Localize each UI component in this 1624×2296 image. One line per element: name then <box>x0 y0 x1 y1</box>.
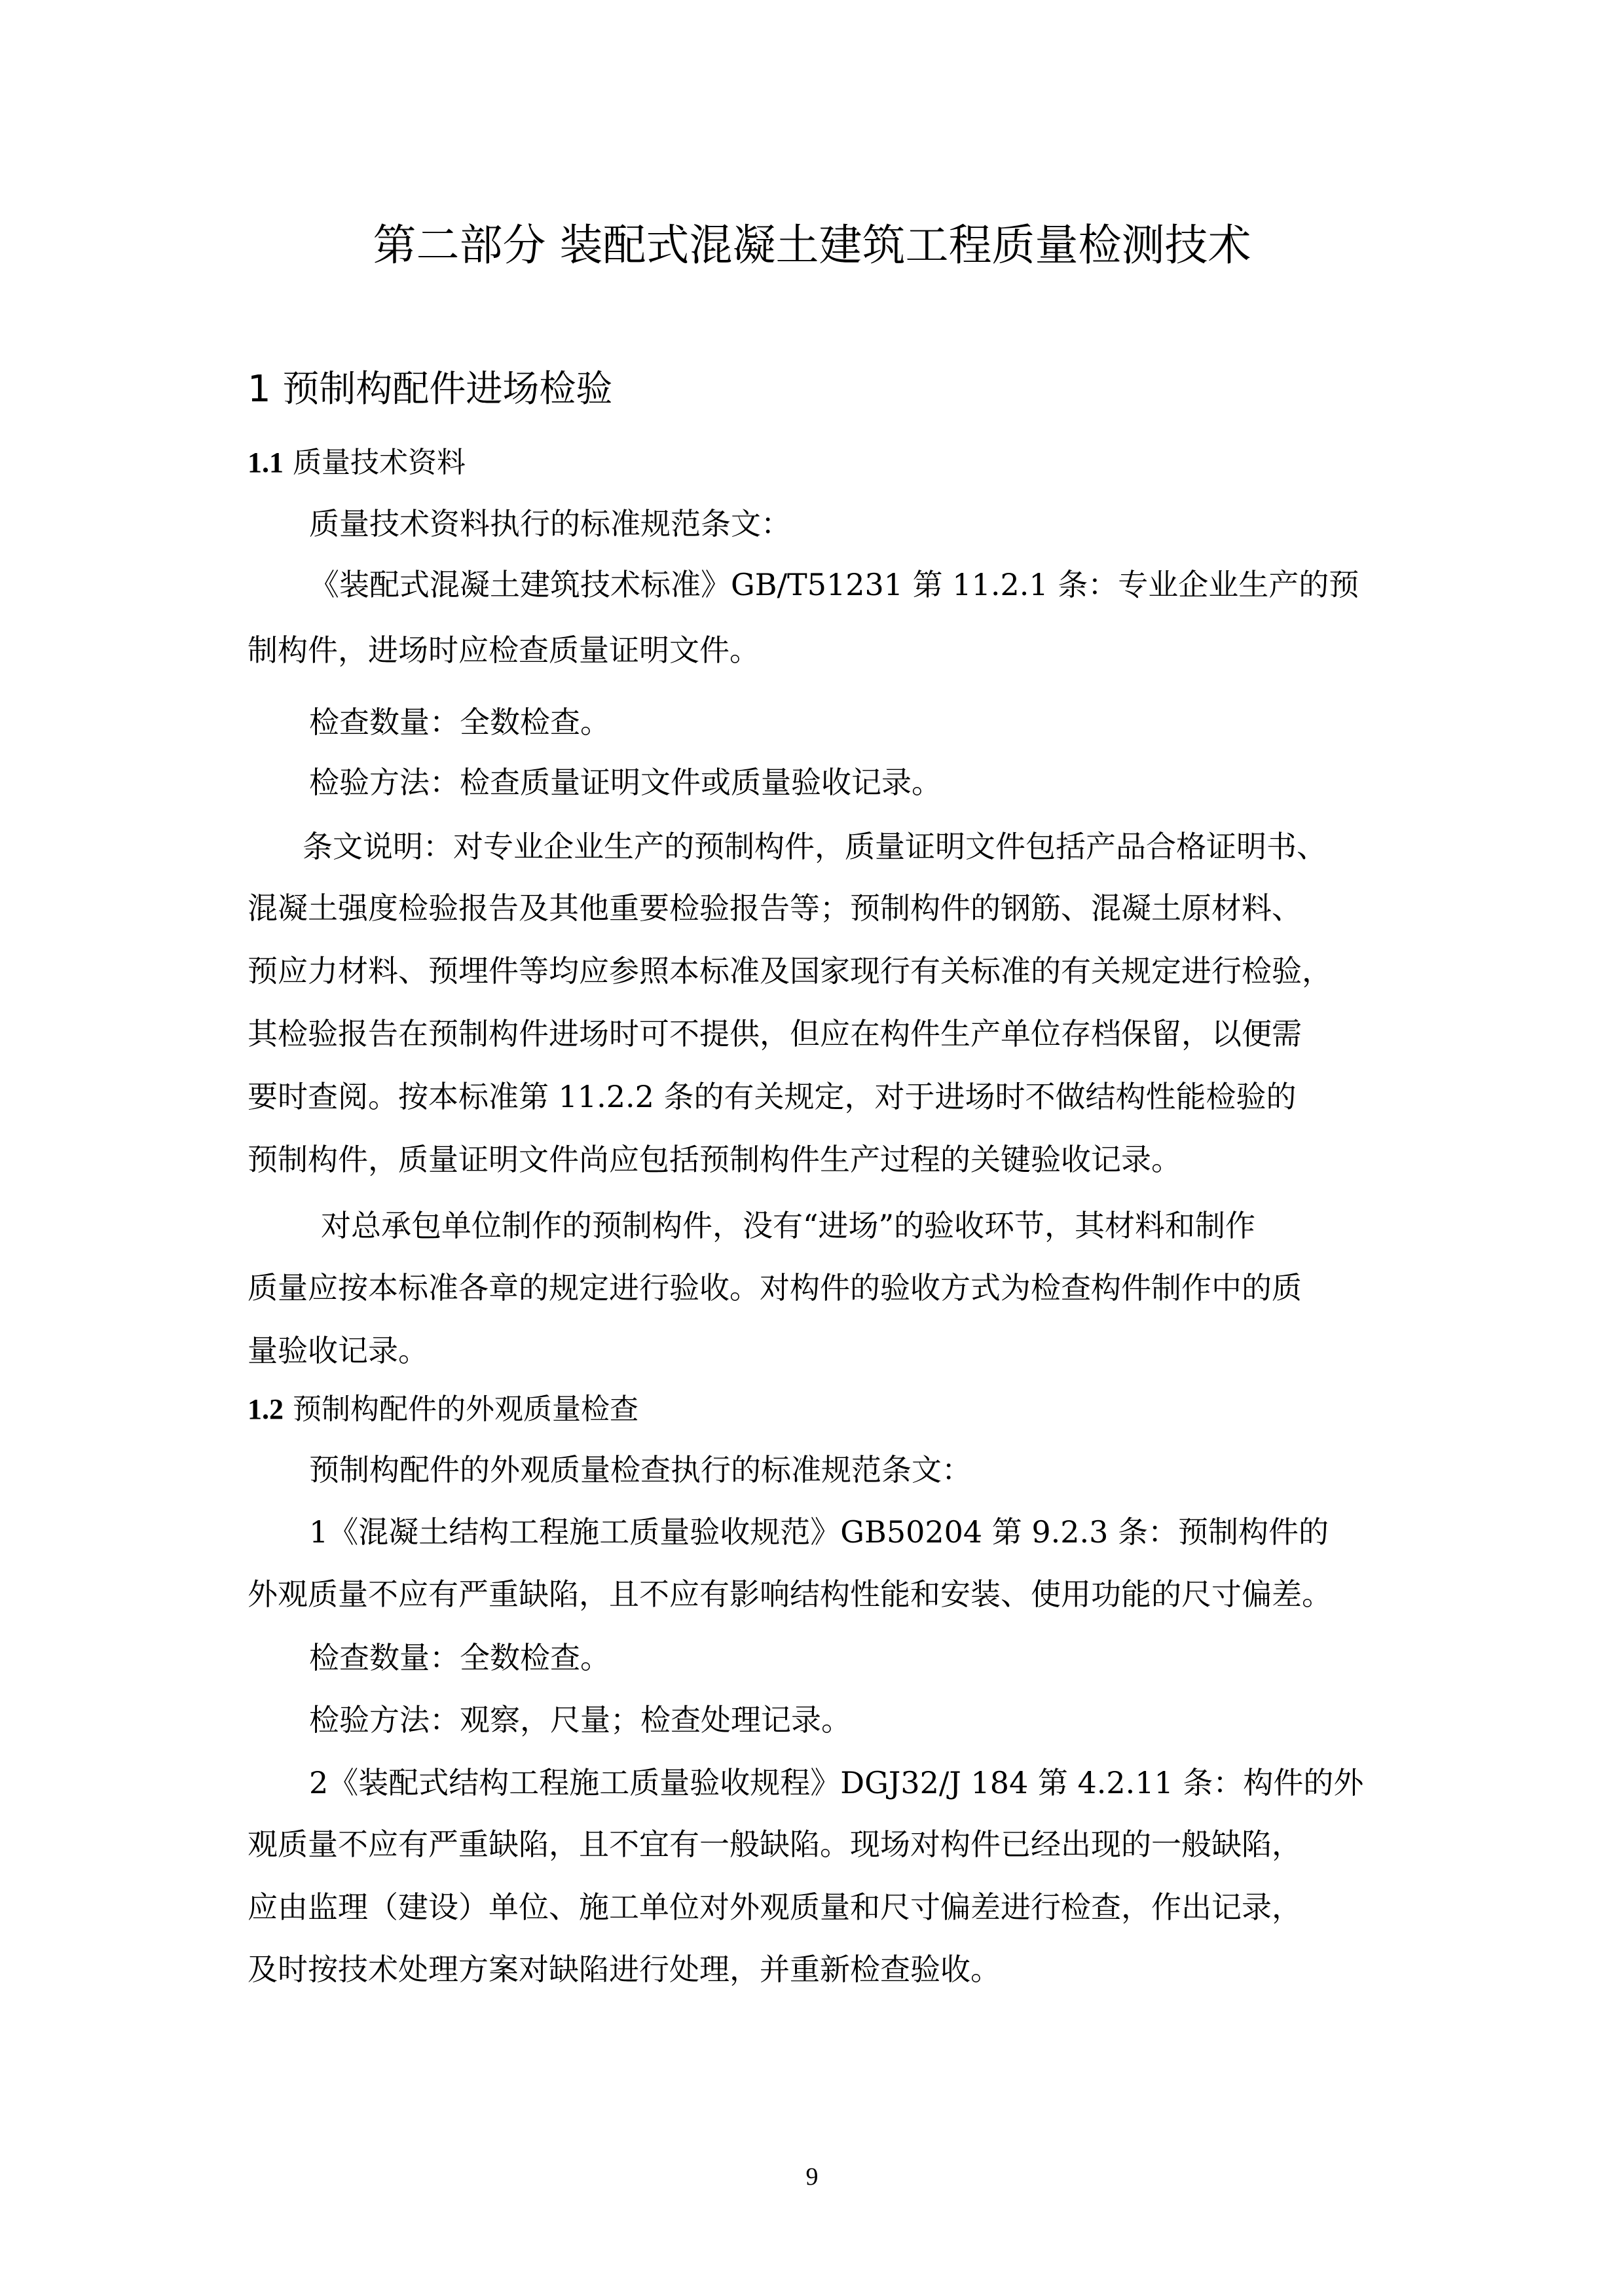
paragraph-line: 检查数量：全数检查。 <box>309 1640 610 1675</box>
paragraph-line: 要时查阅。按本标准第 11.2.2 条的有关规定，对于进场时不做结构性能检验的 <box>248 1079 1297 1114</box>
paragraph-line: 检验方法：检查质量证明文件或质量验收记录。 <box>309 765 942 800</box>
paragraph-line: 制构件，进场时应检查质量证明文件。 <box>248 632 760 668</box>
subsection-label: 质量技术资料 <box>293 446 466 479</box>
paragraph-line: 其检验报告在预制构件进场时可不提供，但应在构件生产单位存档保留，以便需 <box>248 1016 1302 1051</box>
subsection-heading-1-1 <box>248 440 466 486</box>
paragraph-line: 检查数量：全数检查。 <box>309 704 610 740</box>
paragraph-line: 应由监理（建设）单位、施工单位对外观质量和尺寸偏差进行检查，作出记录， <box>248 1889 1302 1925</box>
paragraph-line: 及时按技术处理方案对缺陷进行处理，并重新检查验收。 <box>248 1952 1001 1987</box>
paragraph-line: 2《装配式结构工程施工质量验收规程》DGJ32/J 184 第 4.2.11 条：构件的外 <box>309 1765 1364 1800</box>
subsection-number: 1.1 <box>248 446 284 479</box>
subsection-number: 1.2 <box>248 1393 284 1425</box>
paragraph-line: 外观质量不应有严重缺陷，且不应有影响结构性能和安装、使用功能的尺寸偏差。 <box>248 1576 1332 1612</box>
page-title: 第二部分 装配式混凝土建筑工程质量检测技术 <box>373 220 1251 270</box>
paragraph-line: 观质量不应有严重缺陷，且不宜有一般缺陷。现场对构件已经出现的一般缺陷， <box>248 1827 1302 1862</box>
paragraph-line: 条文说明：对专业企业生产的预制构件，质量证明文件包括产品合格证明书、 <box>303 829 1327 864</box>
paragraph-line: 1《混凝土结构工程施工质量验收规范》GB50204 第 9.2.3 条：预制构件的 <box>309 1514 1329 1550</box>
paragraph-line: 检验方法：观察，尺量；检查处理记录。 <box>309 1702 851 1738</box>
paragraph-line: 量验收记录。 <box>248 1333 428 1368</box>
paragraph-line: 预制构件，质量证明文件尚应包括预制构件生产过程的关键验收记录。 <box>248 1142 1181 1177</box>
subsection-heading-1-2 <box>248 1387 638 1432</box>
paragraph-line: 质量技术资料执行的标准规范条文： <box>309 506 791 541</box>
paragraph-line: 《装配式混凝土建筑技术标准》GB/T51231 第 11.2.1 条：专业企业生产的预 <box>309 567 1359 602</box>
page-number: 9 <box>805 2163 819 2191</box>
paragraph-line: 预制构配件的外观质量检查执行的标准规范条文： <box>309 1452 972 1487</box>
paragraph-line: 对总承包单位制作的预制构件，没有“进场”的验收环节，其材料和制作 <box>321 1208 1256 1243</box>
paragraph-line: 质量应按本标准各章的规定进行验收。对构件的验收方式为检查构件制作中的质 <box>248 1270 1302 1305</box>
subsection-label: 预制构配件的外观质量检查 <box>293 1393 638 1426</box>
section-heading-1: 1 预制构配件进场检验 <box>248 368 613 410</box>
paragraph-line: 预应力材料、预埋件等均应参照本标准及国家现行有关标准的有关规定进行检验， <box>248 953 1332 989</box>
paragraph-line: 混凝土强度检验报告及其他重要检验报告等；预制构件的钢筋、混凝土原材料、 <box>248 890 1302 926</box>
